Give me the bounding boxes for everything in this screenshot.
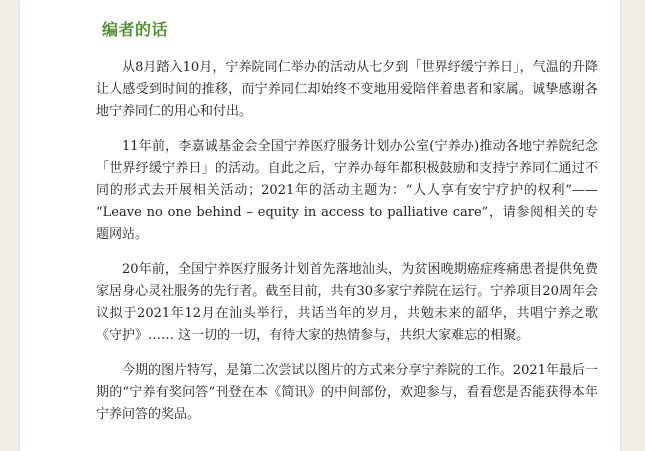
page-title: 编者的话	[102, 20, 169, 39]
document-page	[20, 0, 620, 451]
paragraph-4: 今期的图片特写，是第二次尝试以图片的方式来分享宁养院的工作。2021年最后一期的“宁养有奖问答”刊登在本《简讯》的中间部份，欢迎参与，看看您是否能获得本年宁养问答的奖品。	[96, 363, 598, 422]
paragraph-2: 11年前，李嘉诚基金会全国宁养医疗服务计划办公室(宁养办)推动各地宁养院纪念「世界纾缓宁养日」的活动。自此之后，宁养办每年都积极鼓励和支持宁养同仁通过不同的形式去开展相关活动；2021年的活动主题为：“人人享有安宁疗护的权利”—— “Leave no one behind – equity in access to palliative care”，请参阅相关的专题网站。	[96, 139, 598, 242]
paragraph-1: 从8月踏入10月，宁养院同仁举办的活动从七夕到「世界纾缓宁养日」，气温的升降让人感受到时间的推移，而宁养同仁却始终不变地用爱陪伴着患者和家属。诚挚感谢各地宁养同仁的用心和付出。	[96, 60, 598, 119]
article-body	[96, 57, 598, 439]
paragraph-3: 20年前，全国宁养医疗服务计划首先落地汕头，为贫困晚期癌症疼痛患者提供免费家居身心灵社服务的先行者。截至目前，共有30多家宁养院在运行。宁养项目20周年会议拟于2021年12月在汕头举行，共话当年的岁月，共勉未来的韶华，共唱宁养之歌《守护》…… 这一切的一切，有待大家的热情参与，共织大家难忘的相聚。	[96, 262, 598, 343]
